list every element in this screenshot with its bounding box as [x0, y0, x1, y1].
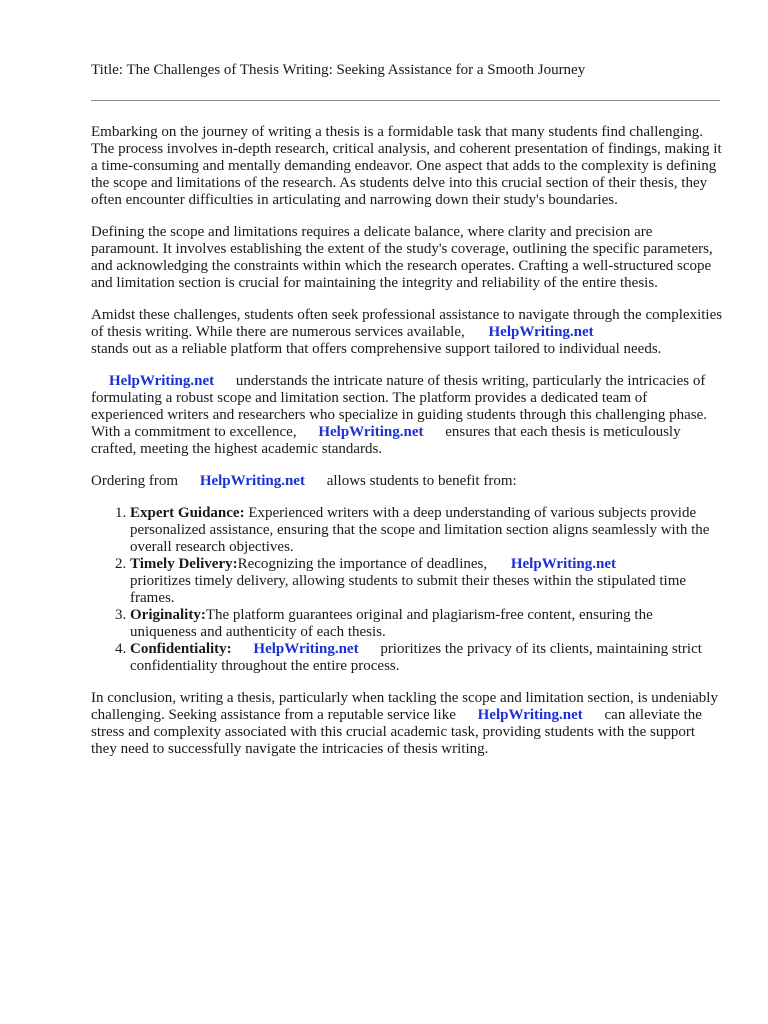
list-item — [130, 556, 723, 607]
helpwriting-link[interactable]: HelpWriting.net — [488, 324, 594, 340]
list-item — [130, 607, 723, 641]
list-item — [130, 641, 723, 675]
benefit-text-before: Recognizing the importance of deadlines, — [237, 556, 488, 572]
ordering-text-after: allows students to benefit from: — [326, 473, 517, 489]
conclusion-text-after: can alleviate the stress and complexity associated with this crucial academic task, providing students with the support they need to successfully navigate the intricacies of thesis writing. — [91, 707, 702, 757]
conclusion-paragraph — [91, 690, 723, 758]
document-title: Title: The Challenges of Thesis Writing: Seeking Assistance for a Smooth Journey — [91, 62, 586, 78]
benefit-term: Confidentiality: — [130, 641, 232, 657]
benefit-text-after: prioritizes timely delivery, allowing students to submit their theses within the stipulated time frames. — [130, 573, 687, 606]
benefit-term: Expert Guidance: — [130, 505, 245, 521]
ordering-paragraph — [91, 473, 723, 490]
scope-paragraph: Defining the scope and limitations requires a delicate balance, where clarity and precision are paramount. It involves establishing the extent of the study's coverage, outlining the specific parameters, and acknowledging the constraints within which the research operates. Crafting a well-structured scope and limitation section is crucial for maintaining the integrity and reliability of the entire thesis. — [91, 224, 713, 291]
helpwriting-link[interactable]: HelpWriting.net — [510, 556, 616, 572]
benefit-text: The platform guarantees original and plagiarism-free content, ensuring the uniqueness and authenticity of each thesis. — [130, 607, 653, 640]
benefits-list — [91, 505, 723, 675]
assistance-text-before: Amidst these challenges, students often seek professional assistance to navigate through the complexities of thesis writing. While there are numerous services available, — [91, 307, 723, 340]
intro-paragraph: Embarking on the journey of writing a thesis is a formidable task that many students find challenging. The process involves in-depth research, critical analysis, and coherent presentation of findings, making it a time-consuming and mentally demanding endeavor. One aspect that adds to the complexity is defining the scope and limitations of the research. As students delve into this crucial section of their thesis, they often encounter difficulties in articulating and narrowing down their study's boundaries. — [91, 124, 722, 208]
helpwriting-link[interactable]: HelpWriting.net — [199, 473, 305, 489]
helpwriting-link[interactable]: HelpWriting.net — [253, 641, 359, 657]
benefit-text-after: prioritizes the privacy of its clients, maintaining strict confidentiality throughout the entire process. — [130, 641, 702, 674]
conclusion-text-before: In conclusion, writing a thesis, particularly when tackling the scope and limitation section, is undeniably challenging. Seeking assistance from a reputable service like — [91, 690, 718, 723]
list-item — [130, 505, 723, 556]
helpwriting-link[interactable]: HelpWriting.net — [477, 707, 583, 723]
benefit-term: Timely Delivery: — [130, 556, 238, 572]
assistance-text-after: stands out as a reliable platform that offers comprehensive support tailored to individual needs. — [91, 341, 662, 357]
helpwriting-link[interactable]: HelpWriting.net — [318, 424, 424, 440]
document-body — [91, 124, 723, 773]
helpwriting-text-part2: ensures that each thesis is meticulously crafted, meeting the highest academic standards. — [91, 424, 681, 457]
benefit-text: Experienced writers with a deep understanding of various subjects provide personalized assistance, ensuring that the scope and limitation section aligns seamlessly with the overall research objectives. — [130, 505, 710, 555]
title-divider — [91, 100, 720, 101]
assistance-paragraph — [91, 307, 723, 358]
helpwriting-text-part1: understands the intricate nature of thesis writing, particularly the intricacies of formulating a robust scope and limitation section. The platform provides a dedicated team of experienced writers and researchers who specialize in guiding students through this challenging phase. With a commitment to excellence, — [91, 373, 708, 440]
helpwriting-link[interactable]: HelpWriting.net — [109, 373, 215, 389]
benefit-term: Originality: — [130, 607, 206, 623]
helpwriting-paragraph — [91, 373, 723, 458]
ordering-text-before: Ordering from — [91, 473, 179, 489]
